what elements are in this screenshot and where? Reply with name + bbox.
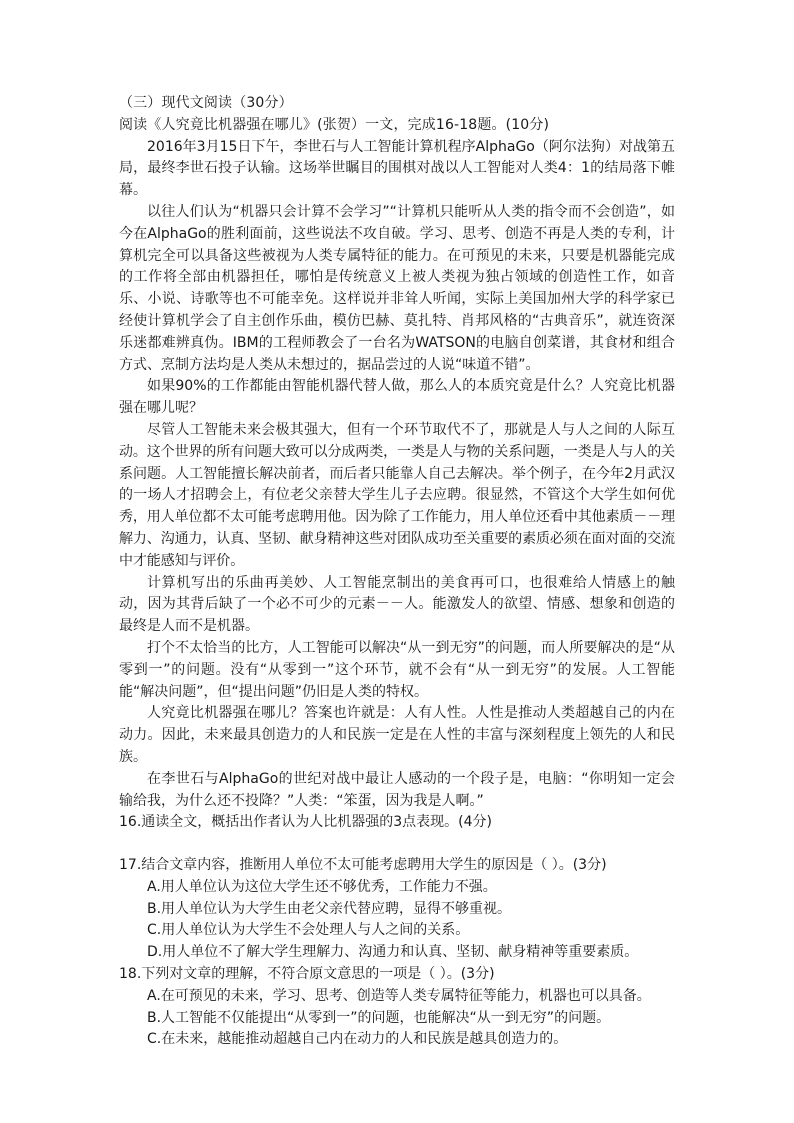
question-17-option-a: A.用人单位认为这位大学生还不够优秀，工作能力不强。 — [147, 878, 497, 895]
article-paragraph-5: 计算机写出的乐曲再美妙、人工智能烹制出的美食再可口，也很难给人情感上的触动，因为其背后缺了一个必不可少的元素－－人。能激发人的欲望、情感、想象和创造的最终是人而不是机器。 — [119, 574, 675, 635]
section-heading: （三）现代文阅读（30分） — [119, 95, 293, 111]
question-17-stem: 17.结合文章内容，推断用人单位不太可能考虑聘用大学生的原因是（ ）。(3分) — [119, 857, 607, 874]
article-paragraph-1: 2016年3月15日下午，李世石与人工智能计算机程序AlphaGo（阿尔法狗）对战第五局，最终李世石投子认输。这场举世瞩目的围棋对战以人工智能对人类4：1的结局落下帷幕。 — [119, 138, 675, 199]
question-17-option-b: B.用人单位认为大学生由老父亲代替应聘，显得不够重视。 — [147, 900, 512, 917]
question-16-stem: 16.通读全文，概括出作者认为人比机器强的3点表现。(4分) — [119, 814, 493, 831]
article-paragraph-7: 人究竟比机器强在哪儿？答案也许就是：人有人性。人性是推动人类超越自己的内在动力。因此，未来最具创造力的人和民族一定是在人性的丰富与深刻程度上领先的人和民族。 — [119, 705, 675, 765]
answer-space — [119, 834, 675, 855]
question-18-stem: 18.下列对文章的理解，不符合原文意思的一项是（ ）。(3分) — [119, 966, 495, 983]
question-18-option-a: A.在可预见的未来，学习、思考、创造等人类专属特征等能力，机器也可以具备。 — [147, 987, 651, 1004]
question-17 — [119, 855, 675, 964]
question-17-option-d: D.用人单位不了解大学生理解力、沟通力和认真、坚韧、献身精神等重要素质。 — [147, 944, 639, 961]
article-paragraph-3: 如果90%的工作都能由智能机器代替人做，那么人的本质究竟是什么？人究竟比机器强在哪儿呢？ — [119, 378, 675, 417]
question-17-option-c: C.用人单位认为大学生不会处理人与人之间的关系。 — [147, 922, 470, 939]
reading-instruction: 阅读《人究竟比机器强在哪儿》(张贺）一文，完成16-18题。(10分) — [119, 116, 550, 133]
article-body — [119, 137, 675, 813]
article-paragraph-4: 尽管人工智能未来会极其强大，但有一个环节取代不了，那就是人与人之间的人际互动。这个世界的所有问题大致可以分成两类，一类是人与物的关系问题，一类是人与人的关系问题。人工智能擅长解决前者，而后者只能靠人自己去解决。举个例子，在今年2月武汉的一场人才招聘会上，有位老父亲替大学生儿子去应聘。很显然，不管这个大学生如何优秀，用人单位都不太可能考虑聘用他。因为除了工作能力，用人单位还看中其他素质－－理解力、沟通力，认真、坚韧、献身精神这些对团队成功至关重要的素质必须在面对面的交流中才能感知与评价。 — [119, 421, 675, 569]
article-paragraph-2: 以往人们认为“机器只会计算不会学习”“计算机只能听从人类的指令而不会创造”，如今在AlphaGo的胜利面前，这些说法不攻自破。学习、思考、创造不再是人类的专利，计算机完全可以具备这些被视为人类专属特征的能力。在可预见的未来，只要是机器能完成的工作将全部由机器担任，哪怕是传统意义上被人类视为独占领域的创造性工作，如音乐、小说、诗歌等也不可能幸免。这样说并非耸人听闻，实际上美国加州大学的科学家已经使计算机学会了自主创作乐曲，模仿巴赫、莫扎特、肖邦风格的“古典音乐”，就连资深乐迷都难辨真伪。IBM的工程师教会了一台名为WATSON的电脑自创菜谱，其食材和组合方式、烹制方法均是人类从未想过的，据品尝过的人说“味道不错”。 — [119, 203, 675, 373]
document-page — [119, 93, 675, 1051]
article-paragraph-6: 打个不太恰当的比方，人工智能可以解决“从一到无穷”的问题，而人所要解决的是“从零到一”的问题。没有“从零到一”这个环节，就不会有“从一到无穷”的发展。人工智能能“解决问题”，但“提出问题”仍旧是人类的特权。 — [119, 639, 675, 700]
question-18-option-c: C.在未来，越能推动超越自己内在动力的人和民族是越具创造力的。 — [147, 1031, 568, 1048]
question-18 — [119, 964, 675, 1051]
question-16 — [119, 812, 675, 855]
article-paragraph-8: 在李世石与AlphaGo的世纪对战中最让人感动的一个段子是，电脑：“你明知一定会输给我，为什么还不投降？”人类：“笨蛋，因为我是人啊。” — [119, 770, 675, 809]
question-18-option-b: B.人工智能不仅能提出“从零到一”的问题，也能解决“从一到无穷”的问题。 — [147, 1009, 611, 1026]
